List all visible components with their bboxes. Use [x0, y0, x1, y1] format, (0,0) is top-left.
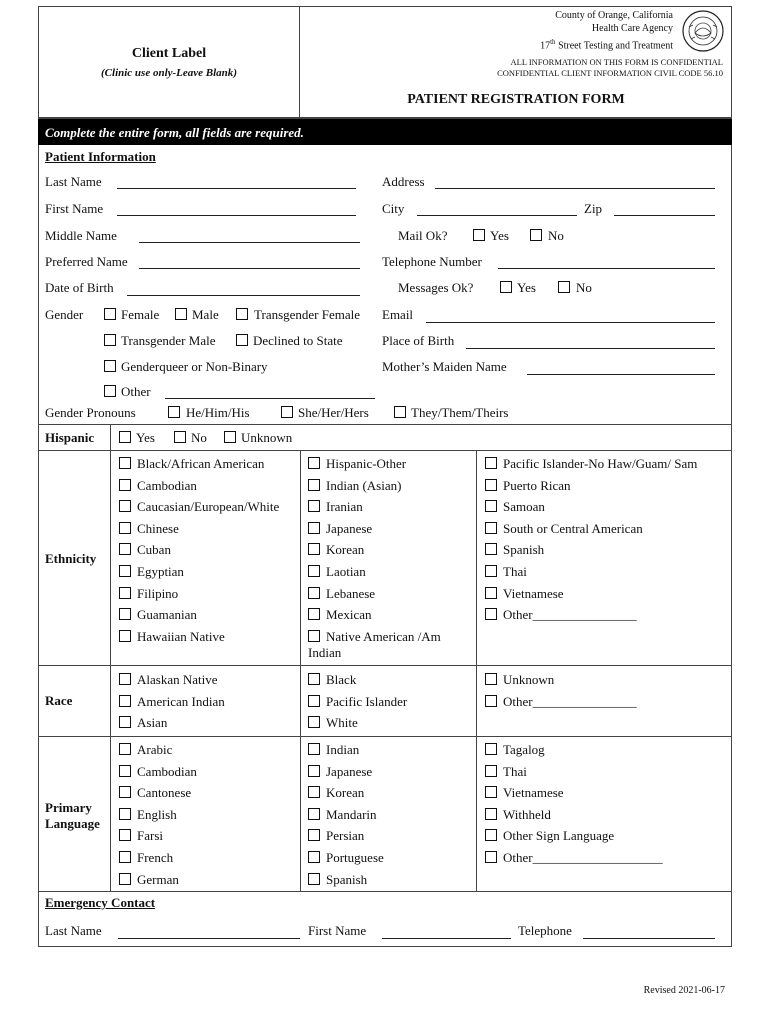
ethnicity-option-label: Egyptian [137, 564, 184, 579]
ethnicity-option-checkbox[interactable] [119, 608, 131, 620]
mail-ok-no-label: No [548, 228, 564, 243]
col3-rule [476, 450, 477, 891]
pronouns-label: Gender Pronouns [45, 405, 136, 420]
ethnicity-option-label: Laotian [326, 564, 366, 579]
ethnicity-option-checkbox[interactable] [485, 565, 497, 577]
agency-dept: Health Care Agency [591, 23, 673, 34]
ethnicity-option-label: Guamanian [137, 607, 197, 623]
ethnicity-option-checkbox[interactable] [119, 522, 131, 534]
ethnicity-bottom-rule [38, 665, 732, 666]
hispanic-bottom-rule [38, 450, 732, 451]
race-option-label: Unknown [503, 672, 555, 687]
race-option-label: Other________________ [503, 693, 637, 709]
ethnicity-option-checkbox[interactable] [119, 500, 131, 512]
gender-other-field[interactable] [165, 398, 375, 399]
messages-ok-yes-label: Yes [517, 280, 536, 295]
last-name-label: Last Name [45, 174, 102, 189]
ethnicity-option-label: Indian (Asian) [326, 477, 402, 493]
ethnicity-option-checkbox[interactable] [485, 522, 497, 534]
language-option-label: Vietnamese [503, 785, 564, 801]
hispanic-yes-checkbox[interactable] [119, 431, 131, 443]
language-option-checkbox[interactable] [119, 765, 131, 777]
banner-text: Complete the entire form, all fields are required. [45, 125, 304, 140]
language-label-line2: Language [45, 816, 100, 831]
language-option-label: English [137, 806, 177, 822]
language-option-label: Korean [326, 785, 365, 801]
ethnicity-option-label: Cambodian [137, 477, 197, 493]
language-option-label: Tagalog [503, 742, 545, 757]
gender-male-label: Male [192, 307, 219, 322]
client-label-title: Client Label [131, 46, 207, 61]
gender-trans-female-label: Transgender Female [254, 307, 361, 322]
language-option-checkbox[interactable] [308, 851, 320, 863]
pronoun-they-label: They/Them/Theirs [411, 405, 509, 420]
ethnicity-option-checkbox[interactable] [308, 543, 320, 555]
ethnicity-option-label: Spanish [503, 542, 545, 558]
agency-clinic: 17th Street Testing and Treatment [540, 38, 673, 52]
ethnicity-option-checkbox[interactable] [485, 500, 497, 512]
emergency-last-name-field[interactable] [118, 938, 300, 939]
language-option-checkbox[interactable] [485, 786, 497, 798]
col2-rule [300, 450, 301, 891]
language-option-checkbox[interactable] [308, 808, 320, 820]
telephone-label: Telephone Number [382, 254, 482, 269]
language-option-checkbox[interactable] [485, 808, 497, 820]
language-option-label: Cambodian [137, 763, 197, 779]
language-option-label: French [137, 850, 174, 865]
race-option-checkbox[interactable] [308, 716, 320, 728]
form-title: PATIENT REGISTRATION FORM [407, 92, 625, 107]
language-option-checkbox[interactable] [308, 786, 320, 798]
emergency-last-name-label: Last Name [45, 923, 102, 938]
race-option-checkbox[interactable] [485, 695, 497, 707]
race-option-label: American Indian [137, 693, 225, 709]
revision-date: Revised 2021-06-17 [643, 985, 725, 996]
pronoun-he-label: He/Him/His [186, 405, 250, 420]
hispanic-no-checkbox[interactable] [174, 431, 186, 443]
gender-other-checkbox[interactable] [104, 385, 116, 397]
language-option-label: Withheld [503, 806, 551, 822]
language-option-checkbox[interactable] [485, 829, 497, 841]
race-bottom-rule [38, 736, 732, 737]
gender-female-checkbox[interactable] [104, 308, 116, 320]
ethnicity-option-label: Chinese [137, 520, 179, 536]
race-option-checkbox[interactable] [485, 673, 497, 685]
language-option-label: Thai [503, 763, 527, 779]
telephone-field[interactable] [498, 268, 715, 269]
race-label: Race [45, 693, 73, 708]
pronoun-they-checkbox[interactable] [394, 406, 406, 418]
place-of-birth-field[interactable] [466, 348, 715, 349]
race-option-checkbox[interactable] [119, 673, 131, 685]
ethnicity-option-checkbox[interactable] [308, 565, 320, 577]
ethnicity-option-label: Samoan [503, 499, 545, 515]
ethnicity-option-label: Pacific Islander-No Haw/Guam/ Sam [503, 456, 698, 471]
race-option-label: Black [326, 672, 357, 687]
label-column-rule [110, 424, 111, 891]
ethnicity-label: Ethnicity [45, 551, 97, 566]
hispanic-no-label: No [191, 430, 207, 445]
race-option-checkbox[interactable] [119, 695, 131, 707]
gender-label: Gender [45, 307, 84, 322]
dob-field[interactable] [127, 295, 360, 296]
race-option-checkbox[interactable] [308, 695, 320, 707]
mail-ok-label: Mail Ok? [398, 228, 448, 243]
mail-ok-yes-label: Yes [490, 228, 509, 243]
city-field[interactable] [417, 215, 577, 216]
zip-label: Zip [584, 201, 603, 216]
gender-trans-male-checkbox[interactable] [104, 334, 116, 346]
gender-female-label: Female [121, 307, 160, 322]
ethnicity-option-label: Mexican [326, 607, 372, 623]
ethnicity-option-label: Lebanese [326, 585, 376, 601]
ethnicity-option-checkbox[interactable] [119, 587, 131, 599]
race-option-checkbox[interactable] [119, 716, 131, 728]
ethnicity-option-label: Japanese [326, 520, 373, 536]
ethnicity-option-checkbox[interactable] [119, 543, 131, 555]
table-top-rule [38, 424, 732, 425]
messages-ok-yes-checkbox[interactable] [500, 281, 512, 293]
language-option-label: Arabic [137, 742, 173, 757]
ethnicity-option-checkbox[interactable] [308, 479, 320, 491]
language-option-label: Persian [326, 828, 365, 844]
ethnicity-option-checkbox[interactable] [308, 608, 320, 620]
messages-ok-label: Messages Ok? [398, 280, 474, 295]
gender-other-label: Other [121, 384, 151, 399]
language-option-checkbox[interactable] [308, 765, 320, 777]
ethnicity-option-label: Hawaiian Native [137, 628, 225, 644]
ethnicity-option-label: Korean [326, 542, 365, 558]
language-option-label: Indian [326, 742, 360, 757]
dob-label: Date of Birth [45, 280, 114, 295]
ethnicity-option-checkbox[interactable] [308, 522, 320, 534]
language-option-label: Other____________________ [503, 850, 663, 865]
language-option-checkbox[interactable] [308, 829, 320, 841]
language-option-label: Spanish [326, 871, 368, 887]
ethnicity-option-checkbox[interactable] [485, 479, 497, 491]
ethnicity-option-checkbox[interactable] [485, 587, 497, 599]
city-label: City [382, 201, 405, 216]
hispanic-yes-label: Yes [136, 430, 155, 445]
preferred-name-label: Preferred Name [45, 254, 128, 269]
emergency-first-name-field[interactable] [382, 938, 511, 939]
preferred-name-field[interactable] [139, 268, 360, 269]
race-option-checkbox[interactable] [308, 673, 320, 685]
gender-declined-label: Declined to State [253, 333, 343, 348]
email-label: Email [382, 307, 414, 322]
ethnicity-option-checkbox[interactable] [119, 565, 131, 577]
emergency-telephone-field[interactable] [583, 938, 715, 939]
patient-section-title: Patient Information [45, 149, 156, 164]
race-option-label: Alaskan Native [137, 672, 218, 687]
confidential-notice: ALL INFORMATION ON THIS FORM IS CONFIDENTIAL [510, 57, 723, 67]
language-option-checkbox[interactable] [308, 873, 320, 885]
gender-genderqueer-checkbox[interactable] [104, 360, 116, 372]
ethnicity-option-label: Iranian [326, 499, 363, 515]
hispanic-unknown-label: Unknown [241, 430, 293, 445]
language-option-checkbox[interactable] [485, 765, 497, 777]
gender-declined-checkbox[interactable] [236, 334, 248, 346]
address-field[interactable] [435, 188, 715, 189]
mothers-maiden-label: Mother’s Maiden Name [382, 359, 507, 374]
mail-ok-yes-checkbox[interactable] [473, 229, 485, 241]
civil-code-notice: CONFIDENTIAL CLIENT INFORMATION CIVIL CODE 56.10 [497, 68, 723, 78]
language-option-checkbox[interactable] [119, 808, 131, 820]
language-option-checkbox[interactable] [119, 873, 131, 885]
race-option-label: Pacific Islander [326, 693, 408, 709]
pronoun-she-checkbox[interactable] [281, 406, 293, 418]
language-option-label: German [137, 871, 179, 887]
ethnicity-option-label: Native American /Am [326, 628, 441, 644]
emergency-section-title: Emergency Contact [45, 895, 156, 910]
middle-name-field[interactable] [139, 242, 360, 243]
ethnicity-option-label: Cuban [137, 542, 171, 558]
mothers-maiden-field[interactable] [527, 374, 715, 375]
emergency-telephone-label: Telephone [518, 923, 572, 938]
ethnicity-option-label: Hispanic-Other [326, 456, 407, 471]
ethnicity-option-label: Black/African American [137, 456, 265, 471]
language-option-label: Portuguese [326, 850, 384, 865]
ethnicity-option-checkbox[interactable] [485, 543, 497, 555]
messages-ok-no-label: No [576, 280, 592, 295]
gender-male-checkbox[interactable] [175, 308, 187, 320]
language-option-label: Mandarin [326, 806, 377, 822]
language-option-checkbox[interactable] [119, 743, 131, 755]
ethnicity-option-label: Vietnamese [503, 585, 564, 601]
last-name-field[interactable] [117, 188, 356, 189]
language-option-checkbox[interactable] [485, 851, 497, 863]
gender-trans-male-label: Transgender Male [121, 333, 216, 348]
ethnicity-option-label: Thai [503, 564, 527, 579]
language-option-checkbox[interactable] [119, 829, 131, 841]
ethnicity-option-checkbox[interactable] [308, 457, 320, 469]
ethnicity-option-checkbox[interactable] [308, 630, 320, 642]
ethnicity-option-checkbox[interactable] [308, 500, 320, 512]
first-name-label: First Name [45, 201, 104, 216]
mail-ok-no-checkbox[interactable] [530, 229, 542, 241]
ethnicity-option-checkbox[interactable] [485, 457, 497, 469]
ethnicity-option-checkbox[interactable] [119, 479, 131, 491]
zip-field[interactable] [614, 215, 715, 216]
emergency-first-name-label: First Name [308, 923, 367, 938]
pronoun-he-checkbox[interactable] [168, 406, 180, 418]
hispanic-unknown-checkbox[interactable] [224, 431, 236, 443]
gender-trans-female-checkbox[interactable] [236, 308, 248, 320]
language-option-label: Other Sign Language [503, 828, 615, 844]
language-label-line1: Primary [45, 800, 92, 815]
hispanic-label: Hispanic [45, 430, 95, 445]
middle-name-label: Middle Name [45, 228, 117, 243]
ethnicity-option-label: Caucasian/European/White [137, 499, 280, 515]
address-label: Address [382, 174, 425, 189]
ethnicity-option-label: South or Central American [503, 520, 643, 536]
language-option-checkbox[interactable] [308, 743, 320, 755]
ethnicity-option-label: Puerto Rican [503, 477, 571, 493]
agency-name: County of Orange, California [555, 10, 673, 21]
ethnicity-option-wrap: Indian [308, 645, 342, 660]
email-field[interactable] [426, 322, 715, 323]
language-option-checkbox[interactable] [485, 743, 497, 755]
pronoun-she-label: She/Her/Hers [298, 405, 369, 420]
gender-genderqueer-label: Genderqueer or Non-Binary [121, 359, 268, 374]
ethnicity-option-checkbox[interactable] [119, 630, 131, 642]
language-bottom-rule [38, 891, 732, 892]
race-option-label: Asian [137, 715, 168, 730]
county-seal-icon [681, 9, 725, 53]
language-option-label: Japanese [326, 763, 373, 779]
ethnicity-option-checkbox[interactable] [485, 608, 497, 620]
ethnicity-option-checkbox[interactable] [308, 587, 320, 599]
place-of-birth-label: Place of Birth [382, 333, 455, 348]
messages-ok-no-checkbox[interactable] [558, 281, 570, 293]
language-option-checkbox[interactable] [119, 851, 131, 863]
client-label-subtitle: (Clinic use only-Leave Blank) [101, 67, 237, 79]
race-option-label: White [326, 715, 358, 730]
language-option-label: Cantonese [137, 785, 192, 801]
first-name-field[interactable] [117, 215, 356, 216]
language-option-label: Farsi [137, 828, 163, 844]
language-option-checkbox[interactable] [119, 786, 131, 798]
ethnicity-option-checkbox[interactable] [119, 457, 131, 469]
ethnicity-option-label: Filipino [137, 585, 179, 601]
ethnicity-option-label: Other________________ [503, 607, 637, 623]
